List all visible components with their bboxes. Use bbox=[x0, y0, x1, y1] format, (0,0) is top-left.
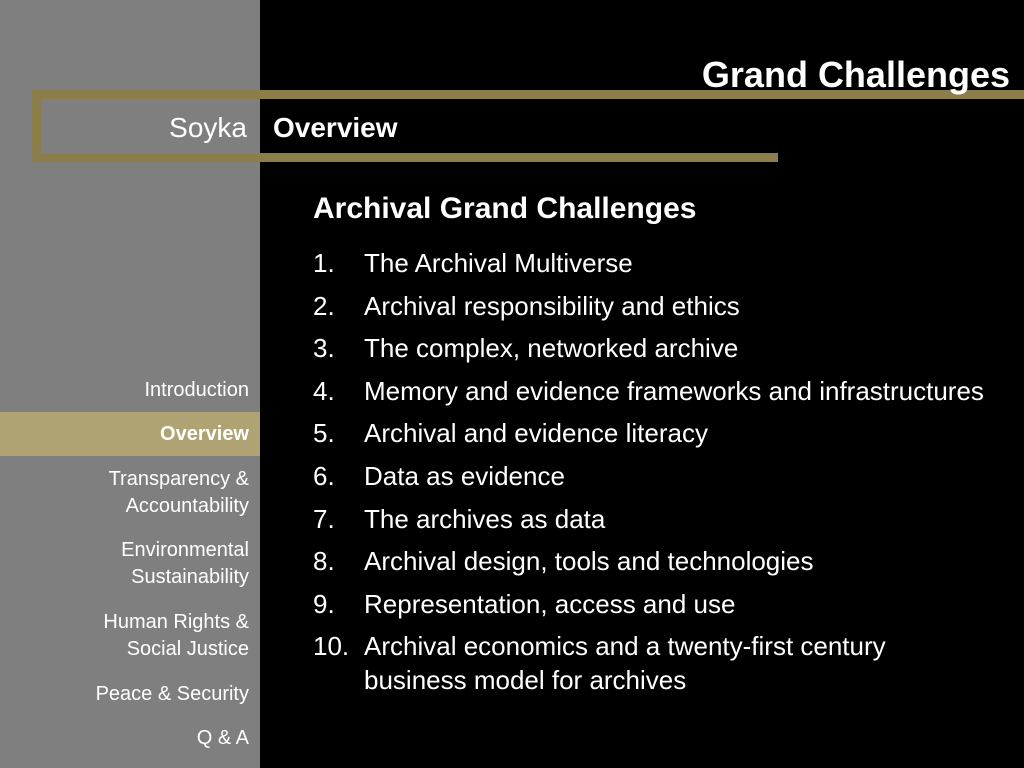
list-item bbox=[313, 629, 993, 697]
challenge-list bbox=[313, 246, 993, 706]
nav-item-overview[interactable]: Overview bbox=[160, 423, 249, 445]
list-item bbox=[313, 331, 993, 365]
list-number: 6. bbox=[313, 460, 335, 491]
slide-deck-title: Grand Challenges bbox=[701, 54, 1010, 95]
nav-item-label: Transparency & Accountability bbox=[108, 468, 249, 517]
gold-rule-bottom bbox=[32, 153, 778, 162]
list-text: Memory and evidence frameworks and infrastructures bbox=[364, 375, 984, 406]
list-item bbox=[313, 587, 993, 621]
list-number: 1. bbox=[313, 248, 335, 278]
list-number: 4. bbox=[313, 375, 335, 406]
list-text: The archives as data bbox=[364, 503, 606, 534]
list-number: 7. bbox=[313, 503, 335, 534]
nav-item-label: Human Rights & Social Justice bbox=[103, 611, 249, 660]
list-item bbox=[313, 374, 993, 408]
nav-item-qa[interactable]: Q & A bbox=[196, 727, 249, 749]
list-item bbox=[313, 416, 993, 450]
list-text: Representation, access and use bbox=[364, 588, 736, 619]
list-text: The complex, networked archive bbox=[364, 333, 739, 364]
list-number: 3. bbox=[313, 333, 335, 364]
nav-item-label: Environmental Sustainability bbox=[121, 539, 249, 588]
list-item bbox=[313, 459, 993, 493]
list-number: 9. bbox=[313, 588, 335, 619]
list-item bbox=[313, 289, 993, 323]
list-number: 8. bbox=[313, 546, 335, 577]
section-title: Overview bbox=[273, 112, 398, 143]
list-text: Archival design, tools and technologies bbox=[364, 546, 814, 577]
list-item bbox=[313, 502, 993, 536]
list-text: Archival economics and a twenty-first century business model for archives bbox=[364, 631, 886, 696]
nav-item-introduction[interactable]: Introduction bbox=[144, 379, 249, 401]
content-heading: Archival Grand Challenges bbox=[313, 192, 697, 225]
list-text: Data as evidence bbox=[364, 460, 565, 491]
nav-item-peace-security[interactable]: Peace & Security bbox=[95, 683, 249, 705]
list-number: 2. bbox=[313, 290, 335, 321]
list-item bbox=[313, 544, 993, 578]
nav-item-human-rights[interactable] bbox=[9, 609, 249, 663]
nav-item-environmental[interactable] bbox=[9, 537, 249, 591]
list-text: Archival responsibility and ethics bbox=[364, 290, 740, 321]
list-number: 10. bbox=[313, 631, 350, 662]
list-text: Archival and evidence literacy bbox=[364, 418, 708, 449]
list-text: The Archival Multiverse bbox=[364, 248, 633, 278]
list-number: 5. bbox=[313, 418, 335, 449]
nav-item-transparency[interactable] bbox=[9, 466, 249, 520]
gold-rule-left bbox=[32, 90, 41, 162]
list-item bbox=[313, 246, 993, 280]
author-name: Soyka bbox=[169, 112, 247, 143]
